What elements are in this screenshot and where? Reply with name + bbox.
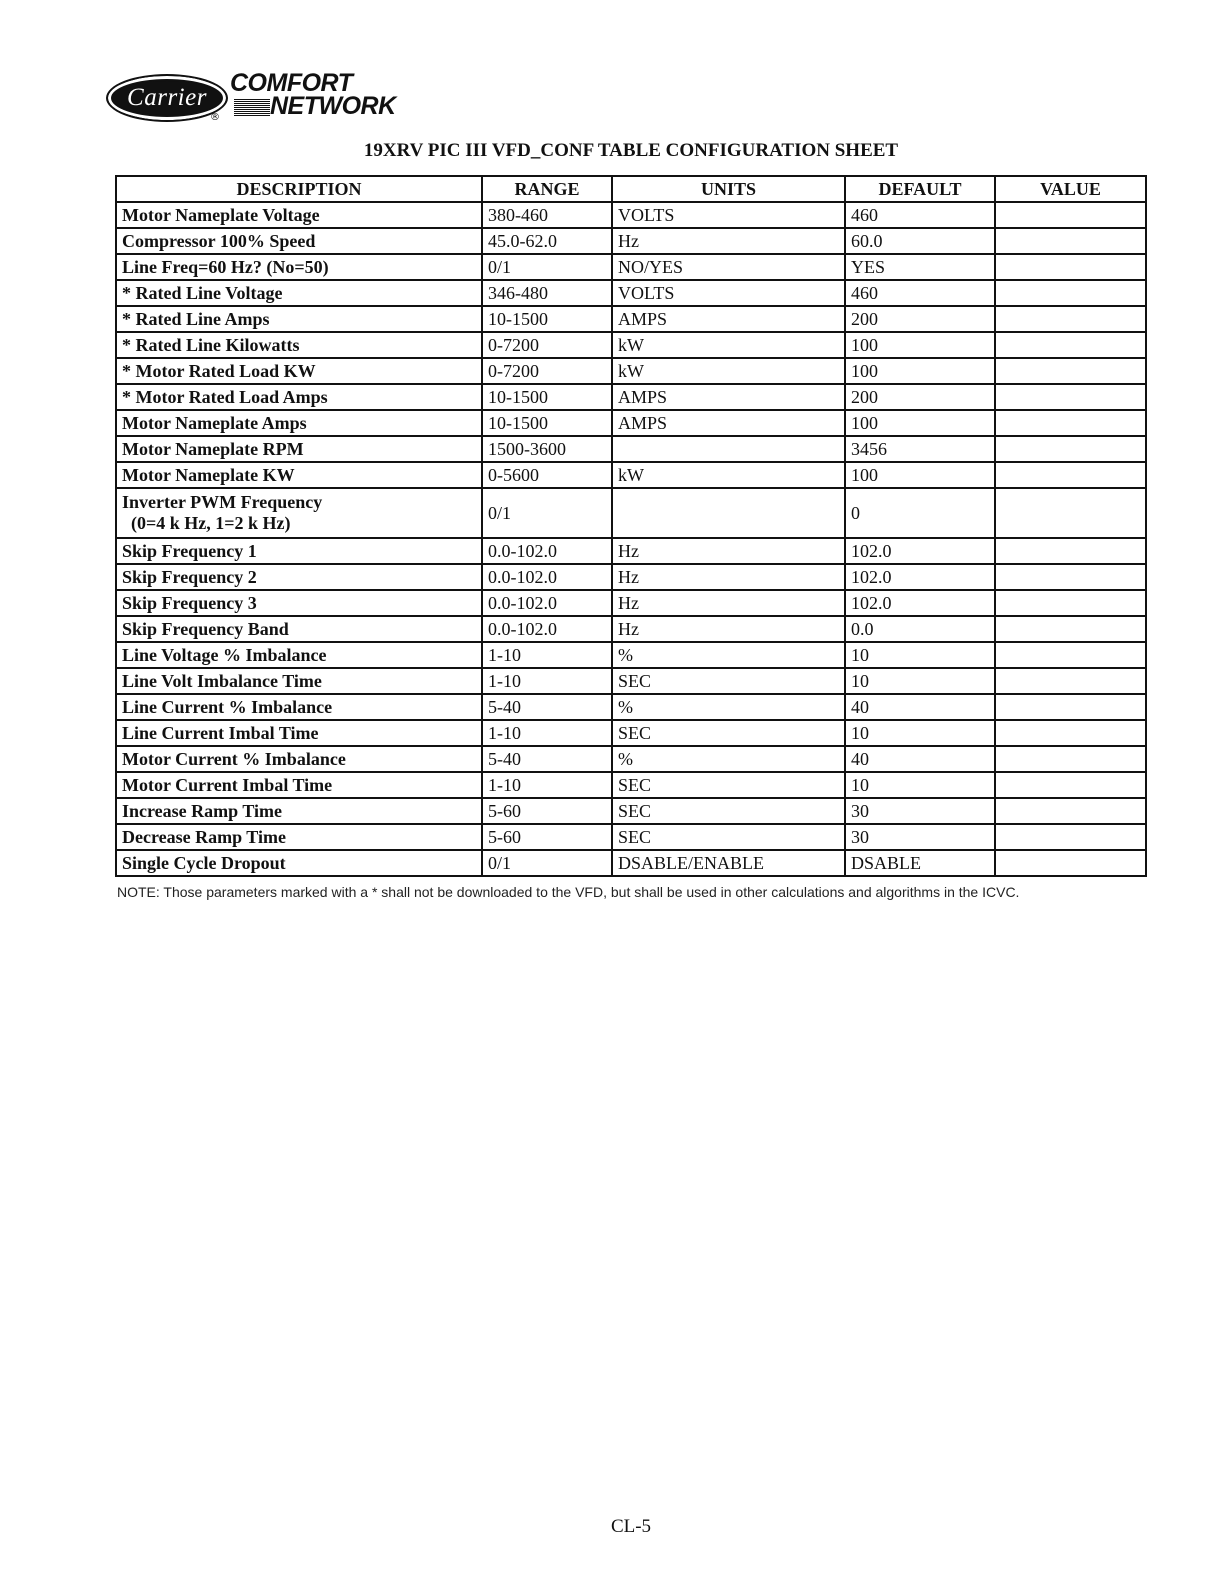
page-number: CL-5	[610, 1516, 652, 1537]
description-text: Single Cycle Dropout	[122, 852, 286, 873]
cell-default: 30	[845, 824, 995, 850]
cell-description	[116, 306, 482, 332]
cell-default: 10	[845, 668, 995, 694]
description-text: * Motor Rated Load KW	[122, 360, 316, 381]
cell-default: 40	[845, 694, 995, 720]
cell-description	[116, 462, 482, 488]
cell-units: %	[612, 642, 845, 668]
cell-default: 102.0	[845, 590, 995, 616]
header-description: DESCRIPTION	[116, 176, 482, 202]
cell-description	[116, 668, 482, 694]
cell-range: 0/1	[482, 850, 612, 876]
cell-default: 460	[845, 202, 995, 228]
cell-range: 1-10	[482, 772, 612, 798]
header-row	[116, 176, 1146, 202]
cell-range: 10-1500	[482, 384, 612, 410]
cell-value[interactable]	[995, 850, 1146, 876]
cell-description	[116, 642, 482, 668]
cell-units: NO/YES	[612, 254, 845, 280]
table-row	[116, 850, 1146, 876]
cell-range: 0.0-102.0	[482, 538, 612, 564]
description-text: Motor Nameplate Amps	[122, 412, 307, 433]
cell-units: kW	[612, 462, 845, 488]
table-row	[116, 306, 1146, 332]
cell-description	[116, 772, 482, 798]
cell-value[interactable]	[995, 358, 1146, 384]
cell-description	[116, 694, 482, 720]
cell-description	[116, 332, 482, 358]
table-row	[116, 798, 1146, 824]
cell-units: SEC	[612, 824, 845, 850]
cell-range: 10-1500	[482, 306, 612, 332]
cell-default: 10	[845, 720, 995, 746]
table-row	[116, 358, 1146, 384]
cell-units: VOLTS	[612, 202, 845, 228]
cell-description	[116, 410, 482, 436]
table-row	[116, 720, 1146, 746]
description-text: Skip Frequency Band	[122, 618, 289, 639]
cell-description	[116, 254, 482, 280]
cell-value[interactable]	[995, 642, 1146, 668]
cell-value[interactable]	[995, 668, 1146, 694]
header-range: RANGE	[482, 176, 612, 202]
cell-default: 10	[845, 772, 995, 798]
table-row	[116, 436, 1146, 462]
cell-value[interactable]	[995, 488, 1146, 538]
cell-description	[116, 850, 482, 876]
description-text: Increase Ramp Time	[122, 800, 282, 821]
description-text: Line Freq=60 Hz? (No=50)	[122, 256, 329, 277]
cell-value[interactable]	[995, 694, 1146, 720]
cell-default: 200	[845, 384, 995, 410]
cell-value[interactable]	[995, 564, 1146, 590]
cell-value[interactable]	[995, 228, 1146, 254]
cell-value[interactable]	[995, 254, 1146, 280]
cell-units: Hz	[612, 616, 845, 642]
description-text: Skip Frequency 2	[122, 566, 257, 587]
cell-units: Hz	[612, 564, 845, 590]
cell-range: 0/1	[482, 254, 612, 280]
cell-units: AMPS	[612, 410, 845, 436]
table-row	[116, 564, 1146, 590]
cell-value[interactable]	[995, 720, 1146, 746]
cell-description	[116, 538, 482, 564]
table-row	[116, 694, 1146, 720]
description-text: Motor Nameplate KW	[122, 464, 295, 485]
description-subtext: (0=4 k Hz, 1=2 k Hz)	[131, 513, 291, 533]
logo-line-2: NETWORK	[270, 92, 396, 120]
cell-value[interactable]	[995, 772, 1146, 798]
cell-range: 5-40	[482, 746, 612, 772]
table-row	[116, 772, 1146, 798]
sheet-title: 19XRV PIC III VFD_CONF TABLE CONFIGURATION SHEET	[363, 140, 899, 161]
cell-default: DSABLE	[845, 850, 995, 876]
cell-range: 5-60	[482, 798, 612, 824]
cell-units: SEC	[612, 798, 845, 824]
description-text: Motor Nameplate Voltage	[122, 204, 320, 225]
cell-default: 0.0	[845, 616, 995, 642]
cell-range: 5-40	[482, 694, 612, 720]
cell-default: 3456	[845, 436, 995, 462]
description-text: Line Volt Imbalance Time	[122, 670, 322, 691]
cell-range: 5-60	[482, 824, 612, 850]
cell-value[interactable]	[995, 280, 1146, 306]
cell-description	[116, 384, 482, 410]
cell-range: 0.0-102.0	[482, 564, 612, 590]
table-row	[116, 228, 1146, 254]
cell-default: 30	[845, 798, 995, 824]
cell-value[interactable]	[995, 798, 1146, 824]
description-text: Compressor 100% Speed	[122, 230, 316, 251]
carrier-comfort-network-logo	[106, 68, 406, 124]
cell-default: 460	[845, 280, 995, 306]
cell-description	[116, 280, 482, 306]
cell-description	[116, 564, 482, 590]
cell-value[interactable]	[995, 538, 1146, 564]
table-row	[116, 384, 1146, 410]
table-row	[116, 538, 1146, 564]
cell-default: 200	[845, 306, 995, 332]
cell-description	[116, 616, 482, 642]
cell-range: 346-480	[482, 280, 612, 306]
cell-units: SEC	[612, 668, 845, 694]
cell-units: DSABLE/ENABLE	[612, 850, 845, 876]
description-text: Inverter PWM Frequency	[122, 492, 323, 512]
cell-description	[116, 488, 482, 538]
cell-units	[612, 436, 845, 462]
description-text: Line Current % Imbalance	[122, 696, 333, 717]
description-text: Motor Nameplate RPM	[122, 438, 304, 459]
description-text: Motor Current Imbal Time	[122, 774, 333, 795]
cell-units: %	[612, 694, 845, 720]
description-text: Line Current Imbal Time	[122, 722, 319, 743]
cell-description	[116, 798, 482, 824]
description-text: Line Voltage % Imbalance	[122, 644, 327, 665]
header-default: DEFAULT	[845, 176, 995, 202]
table-row	[116, 332, 1146, 358]
config-table	[115, 175, 1147, 877]
cell-range: 0-7200	[482, 358, 612, 384]
cell-range: 10-1500	[482, 410, 612, 436]
header-units: UNITS	[612, 176, 845, 202]
cell-description	[116, 436, 482, 462]
cell-description	[116, 228, 482, 254]
table-row	[116, 462, 1146, 488]
cell-default: 40	[845, 746, 995, 772]
table-row	[116, 254, 1146, 280]
table-row	[116, 746, 1146, 772]
footnote: NOTE: Those parameters marked with a * shall not be downloaded to the VFD, but shall be used in other calculations and algorithms in the ICVC.	[117, 884, 1020, 900]
cell-value[interactable]	[995, 332, 1146, 358]
cell-description	[116, 202, 482, 228]
cell-description	[116, 720, 482, 746]
cell-default: YES	[845, 254, 995, 280]
cell-default: 10	[845, 642, 995, 668]
logo-brand: Carrier	[127, 84, 207, 111]
table-row	[116, 590, 1146, 616]
cell-range: 380-460	[482, 202, 612, 228]
cell-default: 100	[845, 332, 995, 358]
cell-range: 0-7200	[482, 332, 612, 358]
cell-range: 1-10	[482, 668, 612, 694]
table-row	[116, 616, 1146, 642]
cell-value[interactable]	[995, 384, 1146, 410]
cell-value[interactable]	[995, 590, 1146, 616]
cell-units: SEC	[612, 772, 845, 798]
cell-default: 100	[845, 410, 995, 436]
logo-stripes	[234, 99, 270, 116]
cell-value[interactable]	[995, 616, 1146, 642]
cell-units: SEC	[612, 720, 845, 746]
cell-range: 0-5600	[482, 462, 612, 488]
cell-units: Hz	[612, 590, 845, 616]
description-text: * Rated Line Amps	[122, 308, 270, 329]
cell-description	[116, 358, 482, 384]
cell-value[interactable]	[995, 306, 1146, 332]
cell-range: 1500-3600	[482, 436, 612, 462]
cell-units: kW	[612, 358, 845, 384]
cell-units: AMPS	[612, 384, 845, 410]
cell-range: 45.0-62.0	[482, 228, 612, 254]
description-text: Skip Frequency 3	[122, 592, 257, 613]
cell-range: 1-10	[482, 642, 612, 668]
cell-units: VOLTS	[612, 280, 845, 306]
cell-units: AMPS	[612, 306, 845, 332]
cell-value[interactable]	[995, 436, 1146, 462]
description-text: * Motor Rated Load Amps	[122, 386, 328, 407]
description-text: * Rated Line Voltage	[122, 282, 283, 303]
header-value: VALUE	[995, 176, 1146, 202]
cell-units: kW	[612, 332, 845, 358]
cell-default: 102.0	[845, 538, 995, 564]
cell-units: Hz	[612, 538, 845, 564]
description-text: Decrease Ramp Time	[122, 826, 286, 847]
cell-units	[612, 488, 845, 538]
table-row	[116, 488, 1146, 538]
description-text: Skip Frequency 1	[122, 540, 257, 561]
cell-units: %	[612, 746, 845, 772]
table-row	[116, 668, 1146, 694]
cell-default: 100	[845, 462, 995, 488]
table-row	[116, 824, 1146, 850]
description-text: * Rated Line Kilowatts	[122, 334, 300, 355]
cell-range: 1-10	[482, 720, 612, 746]
table-row	[116, 280, 1146, 306]
cell-value[interactable]	[995, 410, 1146, 436]
cell-units: Hz	[612, 228, 845, 254]
table-row	[116, 202, 1146, 228]
cell-value[interactable]	[995, 824, 1146, 850]
cell-range: 0.0-102.0	[482, 590, 612, 616]
cell-default: 100	[845, 358, 995, 384]
logo-line-1: COMFORT	[230, 69, 353, 97]
table-row	[116, 642, 1146, 668]
cell-default: 0	[845, 488, 995, 538]
table-row	[116, 410, 1146, 436]
description-text: Motor Current % Imbalance	[122, 748, 346, 769]
cell-description	[116, 824, 482, 850]
cell-default: 60.0	[845, 228, 995, 254]
cell-range: 0/1	[482, 488, 612, 538]
cell-description	[116, 590, 482, 616]
cell-value[interactable]	[995, 746, 1146, 772]
cell-range: 0.0-102.0	[482, 616, 612, 642]
cell-value[interactable]	[995, 462, 1146, 488]
cell-value[interactable]	[995, 202, 1146, 228]
registered-mark: ®	[210, 112, 220, 123]
cell-description	[116, 746, 482, 772]
cell-default: 102.0	[845, 564, 995, 590]
